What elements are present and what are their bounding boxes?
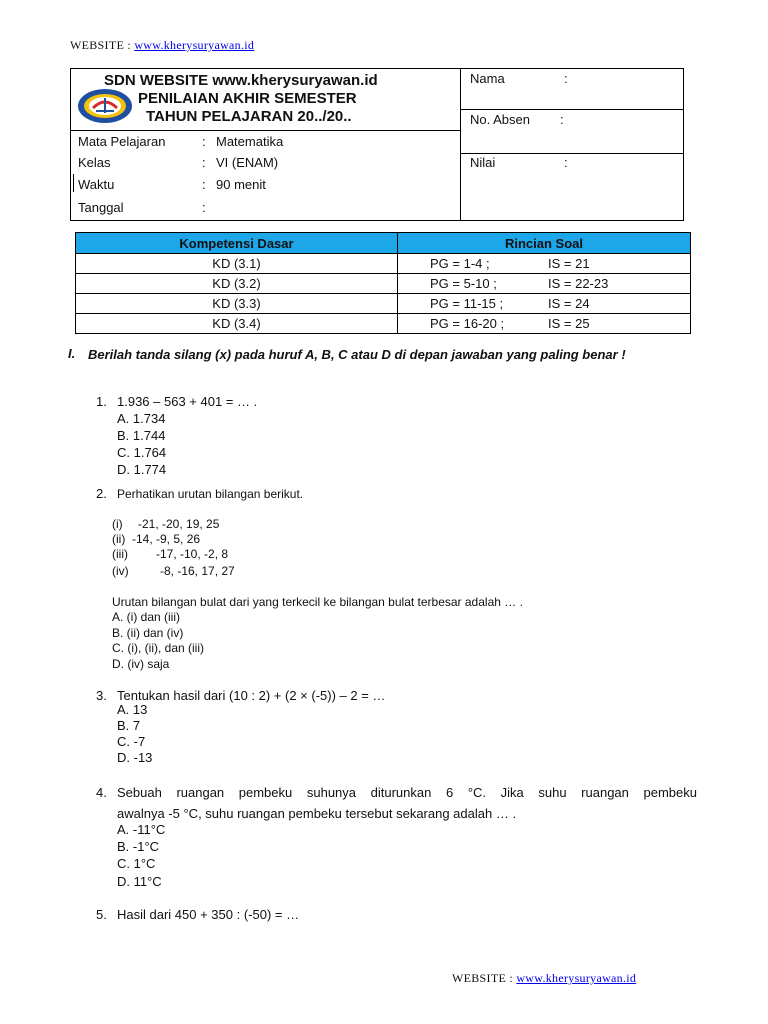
option[interactable]: C. 1°C (117, 856, 156, 871)
question-number: 2. (96, 486, 107, 501)
option[interactable]: D. 1.774 (117, 462, 167, 477)
kd-cell: KD (3.1) (76, 254, 398, 274)
student-name-sep: : (564, 71, 568, 86)
field-label: Tanggal (78, 200, 124, 215)
field-sep: : (202, 200, 206, 215)
question-prompt: Urutan bilangan bulat dari yang terkecil ke bilangan bulat terbesar adalah … . (112, 595, 523, 609)
student-absen-label: No. Absen (470, 112, 530, 127)
question-number: 4. (96, 785, 107, 800)
field-sep: : (202, 155, 206, 170)
list-label: (i) (112, 517, 123, 531)
website-label: WEBSITE : (452, 971, 514, 985)
question-number: 3. (96, 688, 107, 703)
option[interactable]: C. (i), (ii), dan (iii) (112, 641, 204, 655)
question-text: Sebuah ruangan pembeku suhunya diturunkan 6 °C. Jika suhu ruangan pembeku (117, 785, 697, 800)
pg-value: PG = 1-4 ; (430, 256, 490, 271)
table-row (76, 254, 691, 274)
is-value: IS = 22-23 (548, 276, 609, 291)
option[interactable]: B. 7 (117, 718, 141, 733)
header-divider (461, 153, 684, 154)
kd-header: Kompetensi Dasar (76, 233, 398, 254)
website-footer (452, 971, 636, 986)
option[interactable]: C. 1.764 (117, 445, 167, 460)
is-value: IS = 25 (548, 316, 590, 331)
pg-value: PG = 5-10 ; (430, 276, 497, 291)
section-number: I. (68, 346, 76, 361)
kd-cell: KD (3.2) (76, 274, 398, 294)
rincian-cell (398, 314, 691, 334)
field-label: Kelas (78, 155, 111, 170)
list-value: -21, -20, 19, 25 (138, 517, 220, 531)
option[interactable]: A. -11°C (117, 822, 166, 837)
rincian-cell (398, 254, 691, 274)
field-value: VI (ENAM) (216, 155, 279, 170)
tick-mark (73, 174, 74, 192)
list-label: (iv) (112, 564, 129, 578)
option[interactable]: C. -7 (117, 734, 146, 749)
option[interactable]: A. (i) dan (iii) (112, 610, 181, 624)
student-absen-sep: : (560, 112, 564, 127)
question-number: 5. (96, 907, 107, 922)
list-label: (ii) (112, 532, 126, 546)
question-text: Hasil dari 450 + 350 : (-50) = … (117, 907, 300, 922)
section-instruction: Berilah tanda silang (x) pada huruf A, B, C atau D di depan jawaban yang paling benar ! (88, 347, 626, 362)
is-value: IS = 24 (548, 296, 590, 311)
website-link[interactable]: www.kherysuryawan.id (134, 38, 255, 52)
question-text: Perhatikan urutan bilangan berikut. (117, 487, 304, 501)
list-value: -17, -10, -2, 8 (156, 547, 229, 561)
exam-title: PENILAIAN AKHIR SEMESTER (138, 90, 357, 107)
kd-cell: KD (3.4) (76, 314, 398, 334)
table-row (76, 314, 691, 334)
pg-value: PG = 11-15 ; (430, 296, 504, 311)
website-link[interactable]: www.kherysuryawan.id (516, 971, 637, 985)
rincian-header: Rincian Soal (398, 233, 691, 254)
website-header (70, 38, 254, 53)
option[interactable]: D. 11°C (117, 874, 162, 889)
header-divider (70, 130, 461, 131)
field-sep: : (202, 134, 206, 149)
student-name-label: Nama (470, 71, 505, 86)
option[interactable]: A. 1.734 (117, 411, 166, 426)
field-value: Matematika (216, 134, 284, 149)
header-divider (460, 68, 461, 221)
pg-value: PG = 16-20 ; (430, 316, 505, 331)
option[interactable]: D. (iv) saja (112, 657, 170, 671)
rincian-cell (398, 274, 691, 294)
option[interactable]: B. 1.744 (117, 428, 166, 443)
option[interactable]: D. -13 (117, 750, 153, 765)
question-number: 1. (96, 394, 107, 409)
school-logo-icon (76, 86, 134, 126)
field-label: Waktu (78, 177, 115, 192)
student-nilai-label: Nilai (470, 155, 496, 170)
school-line: SDN WEBSITE www.kherysuryawan.id (104, 72, 378, 89)
header-divider (461, 109, 684, 110)
rincian-cell (398, 294, 691, 314)
field-value: 90 menit (216, 177, 266, 192)
list-label: (iii) (112, 547, 128, 561)
is-value: IS = 21 (548, 256, 590, 271)
question-text: 1.936 – 563 + 401 = … . (117, 394, 258, 409)
table-row (76, 294, 691, 314)
list-value: -8, -16, 17, 27 (160, 564, 235, 578)
table-row (76, 274, 691, 294)
list-value: -14, -9, 5, 26 (132, 532, 201, 546)
field-sep: : (202, 177, 206, 192)
option[interactable]: A. 13 (117, 702, 148, 717)
tick-mark (460, 178, 461, 196)
question-text: awalnya -5 °C, suhu ruangan pembeku tersebut sekarang adalah … . (117, 806, 517, 821)
kd-table (75, 232, 691, 334)
website-label: WEBSITE : (70, 38, 132, 52)
kd-table-header (76, 233, 691, 254)
kd-cell: KD (3.3) (76, 294, 398, 314)
field-label: Mata Pelajaran (78, 134, 166, 149)
option[interactable]: B. -1°C (117, 839, 160, 854)
option[interactable]: B. (ii) dan (iv) (112, 626, 184, 640)
year-line: TAHUN PELAJARAN 20../20.. (146, 108, 352, 125)
student-nilai-sep: : (564, 155, 568, 170)
question-text: Tentukan hasil dari (10 : 2) + (2 × (-5)) – 2 = … (117, 688, 386, 703)
